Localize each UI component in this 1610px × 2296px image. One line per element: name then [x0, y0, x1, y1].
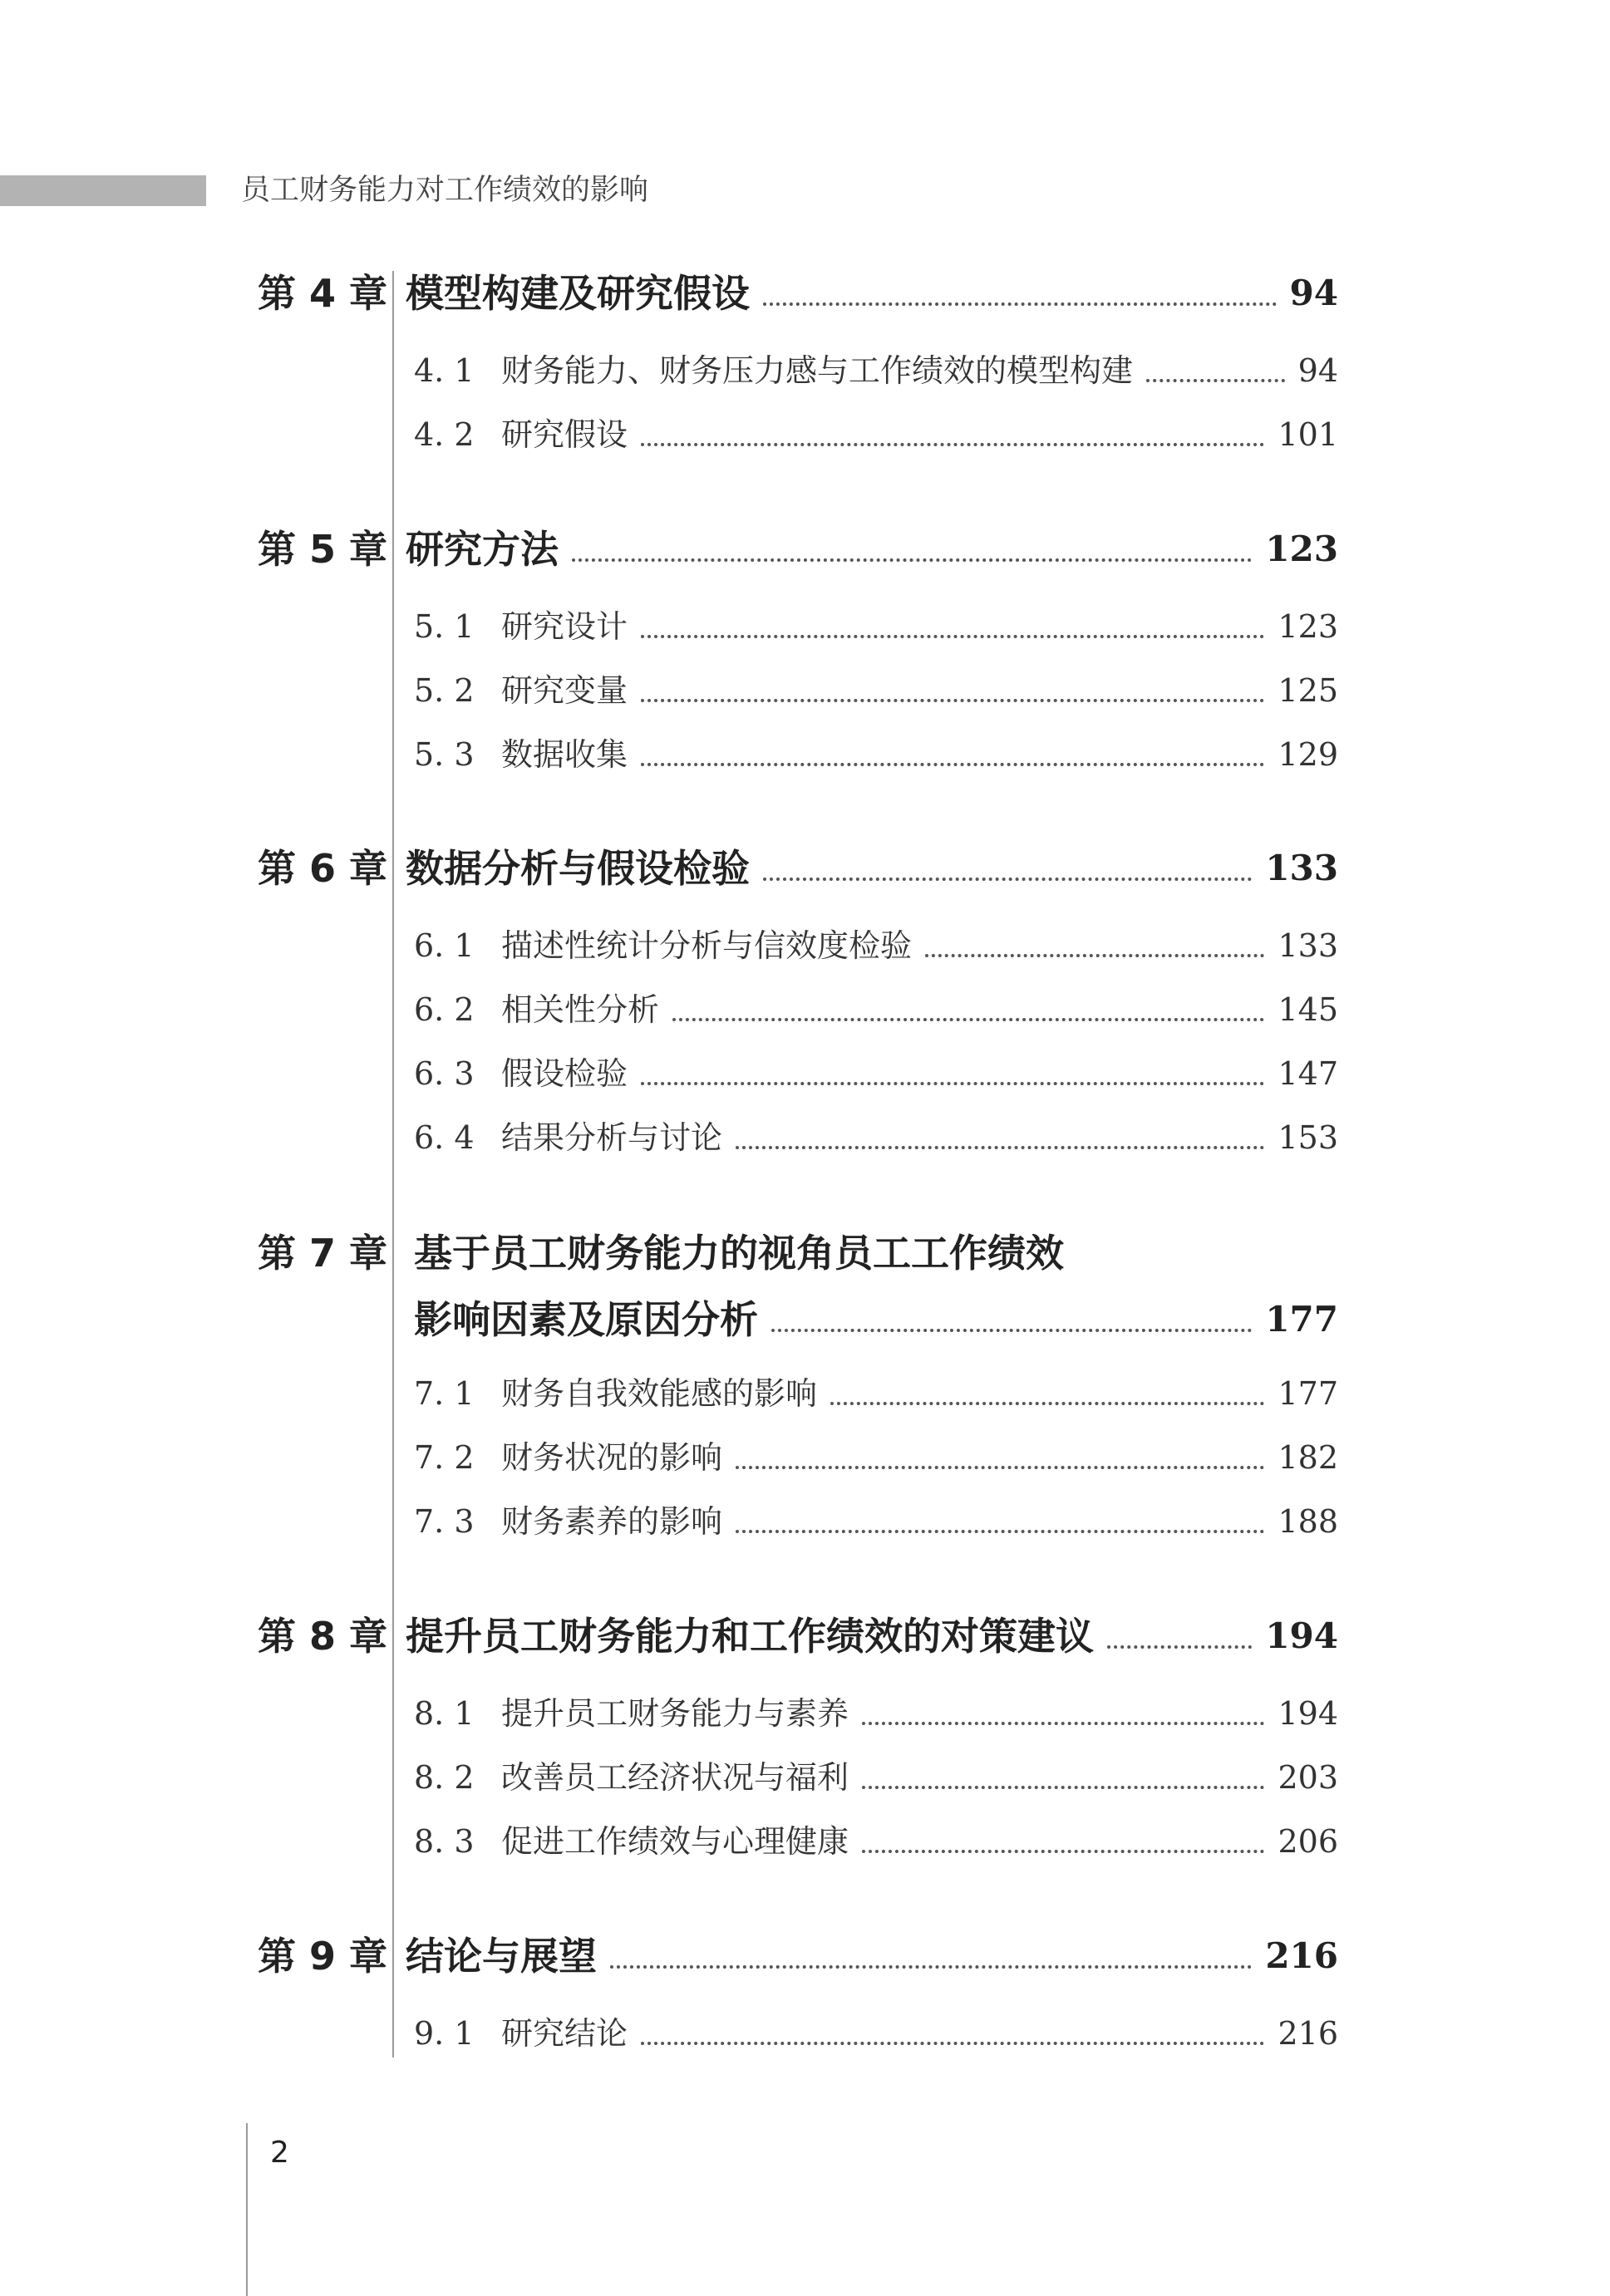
dot-leader	[641, 443, 1264, 446]
dot-leader	[641, 699, 1264, 702]
section-number: 7. 1	[414, 1375, 475, 1412]
section-number: 7. 3	[414, 1503, 475, 1540]
toc-section-5-3[interactable]	[414, 731, 1338, 778]
chapter-number: 第 4 章	[258, 271, 388, 316]
dot-leader	[641, 763, 1264, 766]
toc-section-9-1[interactable]	[414, 2010, 1338, 2057]
section-title: 提升员工财务能力与素养	[501, 1695, 849, 1732]
section-number: 8. 3	[414, 1823, 475, 1860]
section-title: 财务能力、财务压力感与工作绩效的模型构建	[501, 352, 1134, 389]
dot-leader	[771, 1329, 1252, 1332]
dot-leader	[862, 1722, 1264, 1725]
toc-section-8-2[interactable]	[414, 1754, 1338, 1801]
section-page: 188	[1278, 1503, 1338, 1540]
chapter-page: 133	[1265, 848, 1338, 888]
section-title: 研究结论	[501, 2015, 628, 2052]
toc-section-7-3[interactable]	[414, 1498, 1338, 1545]
chapter-number: 第 8 章	[258, 1614, 388, 1659]
toc-chapter-8[interactable]	[258, 1609, 1338, 1664]
toc-chapter-7[interactable]	[258, 1226, 406, 1281]
section-title: 研究变量	[501, 672, 628, 709]
dot-leader	[925, 954, 1264, 957]
chapter-title-line-1: 基于员工财务能力的视角员工工作绩效	[414, 1231, 1064, 1276]
section-page: 101	[1278, 416, 1338, 453]
dot-leader	[610, 1965, 1252, 1969]
chapter-page: 216	[1265, 1935, 1338, 1976]
toc-section-5-2[interactable]	[414, 667, 1338, 714]
section-number: 5. 1	[414, 608, 475, 645]
chapter-number: 第 9 章	[258, 1934, 388, 1979]
section-page: 94	[1297, 352, 1338, 389]
toc-section-5-1[interactable]	[414, 603, 1338, 650]
chapter-page: 194	[1265, 1615, 1338, 1656]
toc-section-7-1[interactable]	[414, 1370, 1338, 1417]
section-title: 结果分析与讨论	[501, 1119, 723, 1156]
toc-chapter-7-line-2[interactable]	[414, 1292, 1338, 1347]
dot-leader	[641, 635, 1264, 638]
section-number: 8. 1	[414, 1695, 475, 1732]
page-number: 2	[270, 2136, 289, 2170]
dot-leader	[763, 878, 1252, 881]
section-number: 8. 2	[414, 1759, 475, 1796]
chapter-page: 177	[1265, 1299, 1338, 1340]
section-page: 182	[1278, 1439, 1338, 1476]
section-title: 促进工作绩效与心理健康	[501, 1823, 849, 1860]
chapter-number: 第 5 章	[258, 527, 388, 572]
dot-leader	[1146, 379, 1285, 382]
toc-section-8-1[interactable]	[414, 1690, 1338, 1737]
section-title: 描述性统计分析与信效度检验	[501, 927, 913, 964]
section-page: 216	[1278, 2015, 1338, 2052]
section-page: 177	[1278, 1375, 1338, 1412]
dot-leader	[862, 1786, 1264, 1789]
toc-chapter-9[interactable]	[258, 1929, 1338, 1984]
toc-chapter-5[interactable]	[258, 522, 1338, 577]
chapter-title-line-2: 影响因素及原因分析	[414, 1297, 758, 1342]
section-title: 假设检验	[501, 1055, 628, 1092]
dot-leader	[572, 558, 1252, 562]
section-number: 9. 1	[414, 2015, 475, 2052]
chapter-number: 第 7 章	[258, 1231, 388, 1276]
dot-leader	[736, 1466, 1264, 1469]
section-page: 194	[1278, 1695, 1338, 1732]
section-number: 6. 3	[414, 1055, 475, 1092]
section-title: 相关性分析	[501, 991, 660, 1028]
section-number: 4. 2	[414, 416, 475, 453]
section-title: 财务自我效能感的影响	[501, 1375, 818, 1412]
section-number: 6. 4	[414, 1119, 475, 1156]
chapter-title: 研究方法	[406, 527, 559, 572]
dot-leader	[672, 1018, 1264, 1021]
section-page: 203	[1278, 1759, 1338, 1796]
section-number: 6. 2	[414, 991, 475, 1028]
chapter-number: 第 6 章	[258, 846, 388, 891]
section-title: 财务素养的影响	[501, 1503, 723, 1540]
dot-leader	[763, 302, 1277, 306]
toc-section-7-2[interactable]	[414, 1434, 1338, 1481]
toc-section-6-3[interactable]	[414, 1050, 1338, 1097]
header-bar	[0, 175, 206, 206]
section-number: 5. 2	[414, 672, 475, 709]
chapter-title: 数据分析与假设检验	[406, 846, 750, 891]
section-number: 7. 2	[414, 1439, 475, 1476]
chapter-title: 提升员工财务能力和工作绩效的对策建议	[406, 1614, 1094, 1659]
dot-leader	[830, 1402, 1264, 1405]
section-page: 145	[1278, 991, 1338, 1028]
dot-leader	[1107, 1645, 1252, 1649]
section-title: 改善员工经济状况与福利	[501, 1759, 849, 1796]
section-page: 147	[1278, 1055, 1338, 1092]
toc-chapter-4[interactable]	[258, 266, 1338, 321]
section-number: 5. 3	[414, 736, 475, 773]
section-number: 4. 1	[414, 352, 475, 389]
chapter-title: 模型构建及研究假设	[406, 271, 750, 316]
section-number: 6. 1	[414, 927, 475, 964]
dot-leader	[862, 1850, 1264, 1853]
section-page: 153	[1278, 1119, 1338, 1156]
section-title: 研究设计	[501, 608, 628, 645]
section-title: 研究假设	[501, 416, 628, 453]
footer-rule	[246, 2123, 248, 2296]
section-page: 125	[1278, 672, 1338, 709]
section-page: 206	[1278, 1823, 1338, 1860]
section-page: 129	[1278, 736, 1338, 773]
toc-section-4-1[interactable]	[414, 347, 1338, 394]
chapter-title: 结论与展望	[406, 1934, 597, 1979]
toc-section-6-4[interactable]	[414, 1114, 1338, 1161]
toc-section-6-2[interactable]	[414, 986, 1338, 1033]
running-title: 员工财务能力对工作绩效的影响	[241, 174, 649, 207]
toc-section-6-1[interactable]	[414, 922, 1338, 969]
dot-leader	[641, 2042, 1264, 2045]
toc-section-8-3[interactable]	[414, 1818, 1338, 1865]
section-title: 数据收集	[501, 736, 628, 773]
toc-section-4-2[interactable]	[414, 411, 1338, 458]
dot-leader	[641, 1082, 1264, 1085]
toc-chapter-6[interactable]	[258, 841, 1338, 896]
section-page: 133	[1278, 927, 1338, 964]
chapter-page: 94	[1289, 273, 1338, 313]
chapter-page: 123	[1265, 529, 1338, 569]
section-page: 123	[1278, 608, 1338, 645]
dot-leader	[736, 1146, 1264, 1149]
section-title: 财务状况的影响	[501, 1439, 723, 1476]
dot-leader	[736, 1530, 1264, 1533]
